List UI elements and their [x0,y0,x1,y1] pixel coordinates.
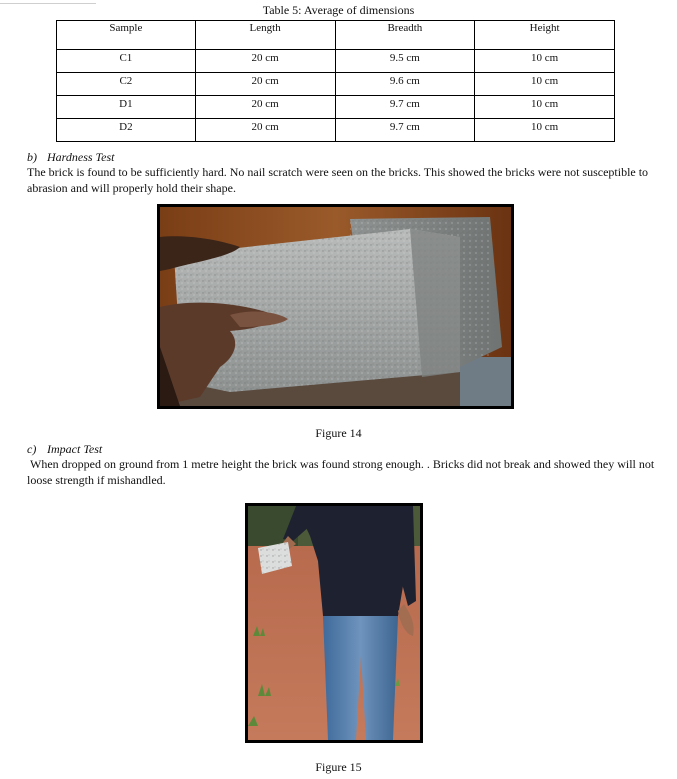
table-cell: 9.6 cm [335,73,475,96]
table-cell: D2 [57,119,196,142]
impact-test-paragraph: When dropped on ground from 1 metre height the brick was found strong enough. . Bricks did not break and showed they will not loose strength if mishandled. [27,457,658,487]
figure-14-photo [157,204,514,409]
figure-15-photo [245,503,423,743]
table-cell: 9.5 cm [335,50,475,73]
table-row [57,119,615,142]
figure-14-caption: Figure 14 [315,426,362,440]
table-title: Table 5: Average of dimensions [262,3,415,17]
table-row [57,73,615,96]
table-cell: 10 cm [475,119,615,142]
table-cell: 20 cm [195,119,335,142]
table-cell: 20 cm [195,73,335,96]
hardness-test-heading [27,150,114,164]
section-title: Impact Test [47,442,103,456]
section-number: c) [27,442,37,456]
table-cell: 9.7 cm [335,96,475,119]
column-header-length: Length [195,21,335,50]
table-cell: 10 cm [475,73,615,96]
table-cell: 20 cm [195,96,335,119]
person-holding-brick-image [248,506,420,740]
table-cell: C1 [57,50,196,73]
table-cell: 20 cm [195,50,335,73]
hardness-test-paragraph: The brick is found to be sufficiently hard. No nail scratch were seen on the bricks. This showed the bricks were not susceptible to abrasion and will properly hold their shape. [27,165,649,195]
column-header-sample: Sample [57,21,196,50]
impact-test-heading [27,442,102,456]
table-cell: 10 cm [475,50,615,73]
table-cell: 9.7 cm [335,119,475,142]
table-cell: 10 cm [475,96,615,119]
section-title: Hardness Test [47,150,115,164]
table-cell: D1 [57,96,196,119]
column-header-breadth: Breadth [335,21,475,50]
section-number: b) [27,150,37,164]
table-header-row [57,21,615,50]
table-row [57,50,615,73]
table-cell: C2 [57,73,196,96]
table-row [57,96,615,119]
brick-hand-image [160,207,511,406]
dimensions-table [56,20,615,142]
figure-15-caption: Figure 15 [315,760,362,774]
column-header-height: Height [475,21,615,50]
